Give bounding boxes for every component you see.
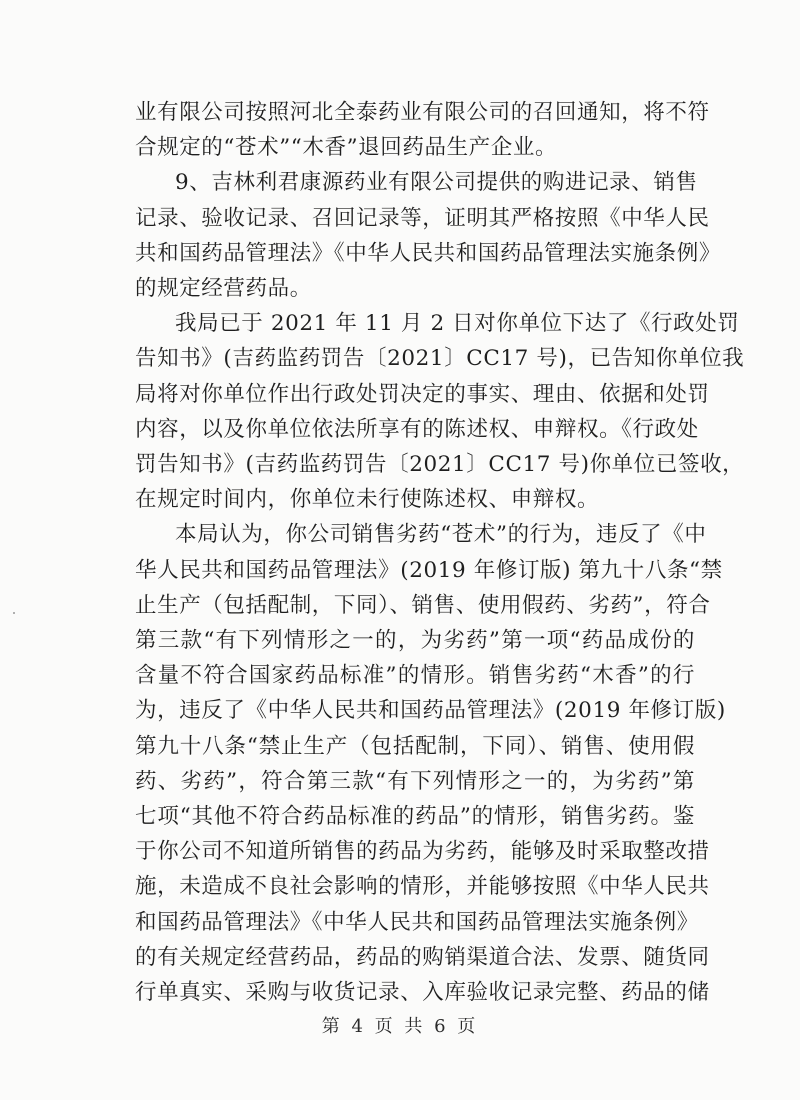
body-line: 于你公司不知道所销售的药品为劣药，能够及时采取整改措: [135, 839, 710, 865]
paragraph-first-line: 本局认为，你公司销售劣药“苍术”的行为，违反了《中: [175, 522, 707, 548]
body-line: 罚告知书》(吉药监药罚告〔2021〕CC17 号)你单位已签收，: [135, 452, 745, 477]
body-line: 行单真实、采购与收货记录、入库验收记录完整、药品的储: [135, 980, 710, 1005]
body-line: 内容，以及你单位依法所享有的陈述权、申辩权。《行政处: [135, 416, 699, 442]
body-line: 含量不符合国家药品标准”的情形。销售劣药“木香”的行: [135, 663, 695, 689]
body-line: 在规定时间内，你单位未行使陈述权、申辩权。: [135, 487, 600, 513]
body-line: 为，违反了《中华人民共和国药品管理法》(2019 年修订版): [135, 698, 726, 724]
body-line: 告知书》(吉药监药罚告〔2021〕CC17 号)，已告知你单位我: [135, 346, 745, 372]
body-line: 七项“其他不符合药品标准的药品”的情形，销售劣药。鉴: [135, 804, 695, 829]
scan-speck: [13, 612, 15, 614]
body-line: 第九十八条“禁止生产（包括配制，下同）、销售、使用假: [135, 733, 695, 759]
body-line: 合规定的“苍术”“木香”退回药品生产企业。: [135, 135, 558, 161]
body-line: 止生产（包括配制，下同）、销售、使用假药、劣药”，符合: [135, 592, 711, 618]
body-line: 施，未造成不良社会影响的情形，并能够按照《中华人民共: [135, 874, 710, 900]
paragraph-first-line: 9、吉林利君康源药业有限公司提供的购进记录、销售: [175, 170, 698, 196]
paragraph-first-line: 我局已于 2021 年 11 月 2 日对你单位下达了《行政处罚: [175, 311, 740, 337]
page-number: 第 4 页 共 6 页: [321, 1016, 479, 1037]
body-line: 的规定经营药品。: [135, 276, 312, 301]
body-line: 华人民共和国药品管理法》(2019 年修订版) 第九十八条“禁: [135, 557, 723, 583]
body-line: 业有限公司按照河北全泰药业有限公司的召回通知，将不符: [135, 100, 710, 125]
body-line: 的有关规定经营药品，药品的购销渠道合法、发票、随货同: [135, 944, 710, 970]
body-line: 局将对你单位作出行政处罚决定的事实、理由、依据和处罚: [135, 381, 710, 407]
body-line: 第三款“有下列情形之一的，为劣药”第一项“药品成份的: [135, 628, 695, 653]
body-line: 药、劣药”，符合第三款“有下列情形之一的，为劣药”第: [135, 768, 695, 794]
body-line: 和国药品管理法》《中华人民共和国药品管理法实施条例》: [135, 909, 699, 935]
body-line: 共和国药品管理法》《中华人民共和国药品管理法实施条例》: [135, 240, 721, 266]
body-line: 记录、验收记录、召回记录等，证明其严格按照《中华人民: [135, 205, 710, 231]
